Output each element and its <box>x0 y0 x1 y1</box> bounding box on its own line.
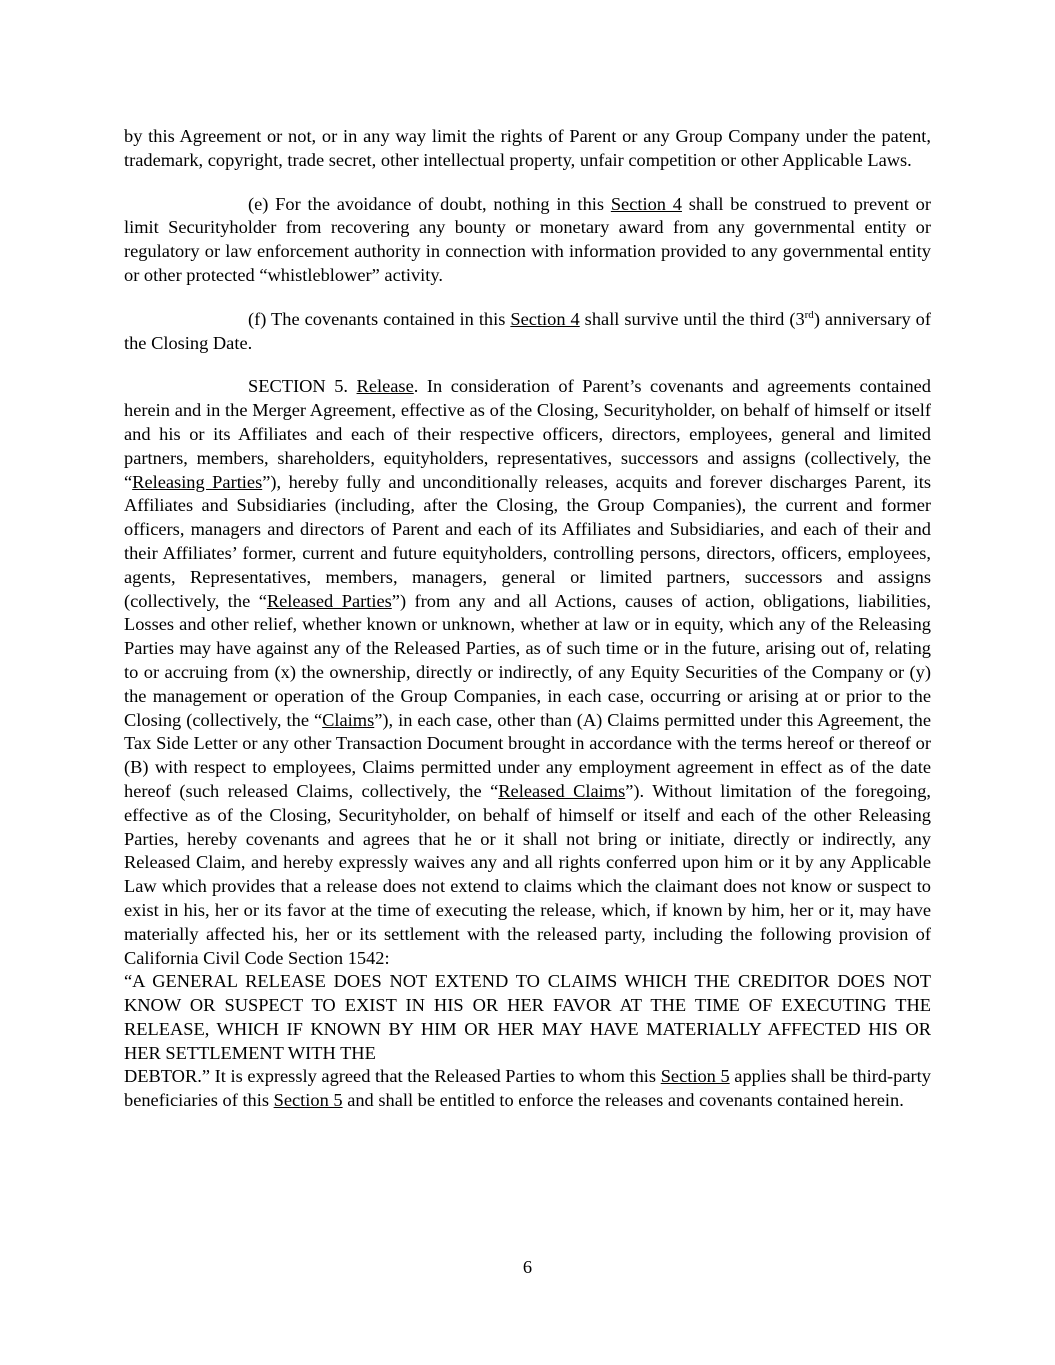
section-5-text: ”), hereby fully and unconditionally releases, acquits and forever discharges Parent, its Affiliates and Subsidiaries (including, after the Closing, the Group Companies), the current and former officers, managers and directors of Parent and each of its Affiliates and Subsidiaries, and each of their and their Affiliates’ former, current and future equityholders, controlling persons, directors, officers, employees, agents, Representatives, members, managers, general or limited partners, successors and assigns (collectively, the “ <box>124 471 931 611</box>
defined-term-released-parties: Released Parties <box>266 590 392 611</box>
continued-paragraph-text: by this Agreement or not, or in any way limit the rights of Parent or any Group Company under the patent, trademark, copyright, trade secret, other intellectual property, unfair competition or other Applicable Laws. <box>124 126 931 170</box>
paragraph-f <box>124 308 931 356</box>
continued-paragraph <box>124 125 931 173</box>
section-5-heading: SECTION 5. <box>248 376 357 397</box>
paragraph-f-mid: shall survive until the third (3 <box>579 308 805 329</box>
section-4-reference: Section 4 <box>610 193 682 214</box>
section-5-reference: Section 5 <box>660 1066 730 1087</box>
civil-code-quote <box>124 970 931 1065</box>
section-4-reference: Section 4 <box>510 308 580 329</box>
paragraph-f-lead: (f) The covenants contained in this <box>248 308 511 329</box>
defined-term-released-claims: Released Claims <box>498 780 626 801</box>
section-5-text: . In consideration of Parent’s covenants and agreements contained herein and in the Merger Agreement, effective as of the Closing, Securityholder, on behalf of himself or itself and his or its Affiliates and each of their respective officers, directors, employees, general and limited partners, members, shareholders, equityholders, representatives, successors and assigns (collectively, the “ <box>124 376 932 492</box>
section-5-closing-text: and shall be entitled to enforce the releases and covenants contained herein. <box>342 1090 904 1111</box>
defined-term-releasing-parties: Releasing Parties <box>132 471 263 492</box>
section-5-paragraph <box>124 375 931 970</box>
section-5-closing-text: applies shall be third-party beneficiaries of this <box>124 1066 931 1111</box>
paragraph-e-lead: (e) For the avoidance of doubt, nothing in this <box>248 193 611 214</box>
civil-code-quote-text: “A GENERAL RELEASE DOES NOT EXTEND TO CLAIMS WHICH THE CREDITOR DOES NOT KNOW OR SUSPECT TO EXIST IN HIS OR HER FAVOR AT THE TIME OF EXECUTING THE RELEASE, WHICH IF KNOWN BY HIM OR HER MAY HAVE MATERIALLY AFFECTED HIS OR HER SETTLEMENT WITH THE <box>124 971 931 1063</box>
defined-term-claims: Claims <box>322 709 375 730</box>
paragraph-e-text: shall be construed to prevent or limit Securityholder from recovering any bounty or monetary award from any governmental entity or regulatory or law enforcement authority in connection with information provided to any governmental entity or other protected “whistleblower” activity. <box>124 193 931 285</box>
section-5-reference: Section 5 <box>273 1090 343 1111</box>
section-5-text: ”), in each case, other than (A) Claims permitted under this Agreement, the Tax Side Letter or any other Transaction Document brought in accordance with the terms hereof or thereof or (B) with respect to employees, Claims permitted under any employment agreement in effect as of the date hereof (such released Claims, collectively, the “ <box>124 709 931 801</box>
section-5-text: ”) from any and all Actions, causes of action, obligations, liabilities, Losses and other relief, whether known or unknown, whether at law or in equity, which any of the Releasing Parties may have against any of the Released Parties, as of such time or in the future, arising out of, relating to or accruing from (x) the ownership, directly or indirectly, of any Equity Securities of the Company or (y) the management or operation of the Group Companies, in each case, occurring or arising at or prior to the Closing (collectively, the “ <box>124 590 931 730</box>
page-number: 6 <box>522 1257 533 1277</box>
paragraph-e <box>124 193 931 288</box>
section-5-closing <box>124 1065 931 1113</box>
paragraph-f-text: ) anniversary of the Closing Date. <box>124 308 931 353</box>
body-text <box>124 125 931 1113</box>
section-5-text: ”). Without limitation of the foregoing, effective as of the Closing, Securityholder, on behalf of himself or itself and each of the other Releasing Parties, hereby covenants and agrees that he or it shall not bring or initiate, directly or indirectly, any Released Claim, and hereby expressly waives any and all rights conferred upon him or it by any Applicable Law which provides that a release does not extend to claims which the claimant does not know or suspect to exist in his, her or its favor at the time of executing the release, which, if known by him, her or it, may have materially affected his, her or its settlement with the released party, including the following provision of California Civil Code Section 1542: <box>124 780 931 968</box>
ordinal-superscript: rd <box>804 308 814 321</box>
section-5-closing-text: DEBTOR.” It is expressly agreed that the Released Parties to whom this <box>124 1066 661 1087</box>
section-5-title: Release <box>356 376 414 397</box>
